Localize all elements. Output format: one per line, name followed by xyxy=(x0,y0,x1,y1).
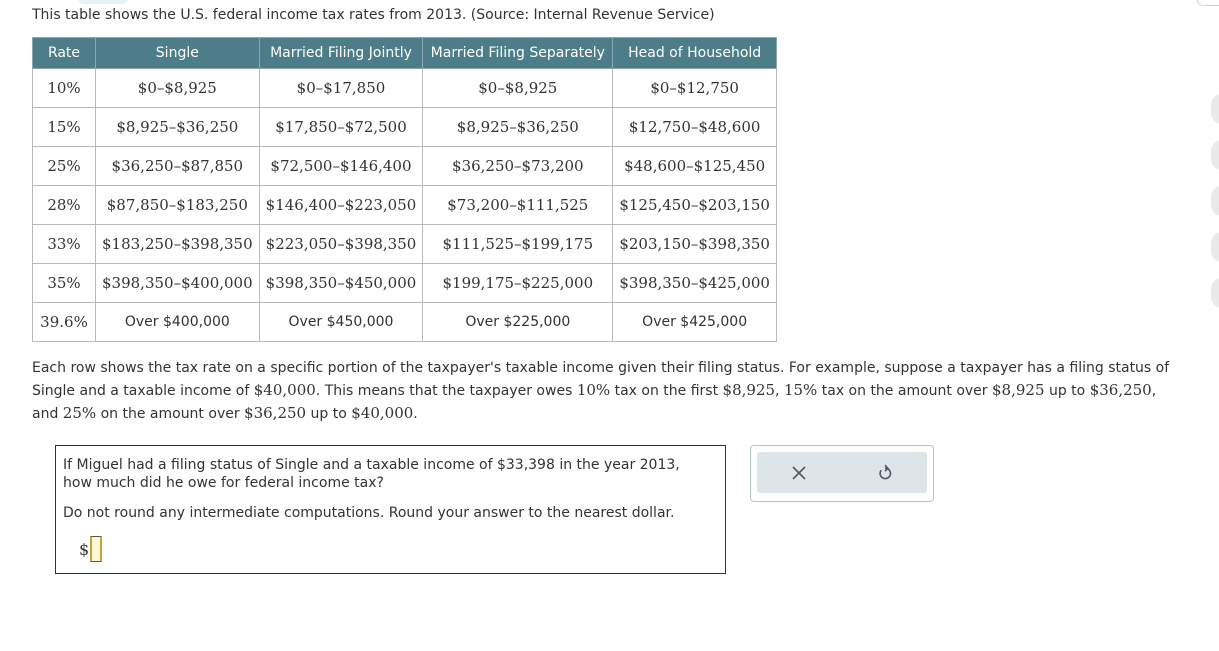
separately-cell: $111,525–$199,175 xyxy=(423,225,613,264)
single-cell: $0–$8,925 xyxy=(96,69,260,108)
close-icon xyxy=(792,466,806,480)
explanation-text: tax on the amount over xyxy=(817,383,993,399)
currency-symbol: $ xyxy=(79,539,90,559)
tax-rate-table xyxy=(32,37,777,342)
rate-cell: 35% xyxy=(33,264,96,303)
question-text: If Miguel had a filing status of Single and a taxable income of $33,398 in the year 2013, how much did he owe for federal income tax? xyxy=(63,457,680,491)
undo-icon xyxy=(877,464,893,482)
single-cell: $87,850–$183,250 xyxy=(96,186,260,225)
jointly-cell: $72,500–$146,400 xyxy=(259,147,423,186)
table-row xyxy=(33,225,777,264)
explanation-text: up to xyxy=(1044,383,1090,399)
table-row xyxy=(33,147,777,186)
explanation-text: . This means that the taxpayer owes xyxy=(315,383,577,399)
clear-button[interactable] xyxy=(769,452,829,493)
explanation-text: . xyxy=(413,406,418,422)
rate-cell: 25% xyxy=(33,147,96,186)
jointly-cell: Over $450,000 xyxy=(259,303,423,342)
rate-cell: 39.6% xyxy=(33,303,96,342)
answer-tools-bar xyxy=(757,452,927,493)
answer-row xyxy=(79,535,102,563)
top-tab-fragment xyxy=(78,0,128,4)
household-cell: $203,150–$398,350 xyxy=(613,225,777,264)
side-nav-dot[interactable] xyxy=(1211,94,1219,124)
table-row xyxy=(33,303,777,342)
rate-cell: 15% xyxy=(33,108,96,147)
household-cell: $0–$12,750 xyxy=(613,69,777,108)
explanation-text: tax on the first xyxy=(610,383,723,399)
table-header-row xyxy=(33,38,777,69)
question-box xyxy=(55,445,726,574)
separately-cell: $36,250–$73,200 xyxy=(423,147,613,186)
jointly-cell: $146,400–$223,050 xyxy=(259,186,423,225)
household-cell: $398,350–$425,000 xyxy=(613,264,777,303)
single-cell: $183,250–$398,350 xyxy=(96,225,260,264)
header-married-separately: Married Filing Separately xyxy=(423,38,613,69)
header-married-jointly: Married Filing Jointly xyxy=(259,38,423,69)
math-value: $8,925 xyxy=(722,381,776,399)
math-value: 25% xyxy=(62,404,97,422)
header-single: Single xyxy=(96,38,260,69)
math-value: $36,250 xyxy=(1089,381,1152,399)
header-head-of-household: Head of Household xyxy=(613,38,777,69)
explanation-text: , and xyxy=(32,383,1157,422)
separately-cell: $0–$8,925 xyxy=(423,69,613,108)
rate-cell: 10% xyxy=(33,69,96,108)
household-cell: $12,750–$48,600 xyxy=(613,108,777,147)
math-value: 15% xyxy=(783,381,818,399)
answer-tools xyxy=(750,445,934,502)
rate-cell: 33% xyxy=(33,225,96,264)
right-edge-tab[interactable] xyxy=(1196,0,1219,6)
jointly-cell: $223,050–$398,350 xyxy=(259,225,423,264)
single-cell: Over $400,000 xyxy=(96,303,260,342)
explanation-text: Each row shows the tax rate on a specific portion of the taxpayer's taxable income given their filing status. For example, suppose a taxpayer has a filing status of Single and a taxable income of xyxy=(32,360,1170,399)
explanation-text: on the amount over xyxy=(96,406,245,422)
side-nav-dot[interactable] xyxy=(1211,232,1219,262)
math-value: $8,925 xyxy=(992,381,1045,399)
answer-input[interactable] xyxy=(90,536,102,562)
side-nav-dot[interactable] xyxy=(1211,140,1219,170)
undo-button[interactable] xyxy=(855,452,915,493)
math-value: $40,000 xyxy=(351,404,414,422)
header-rate: Rate xyxy=(33,38,96,69)
separately-cell: Over $225,000 xyxy=(423,303,613,342)
jointly-cell: $398,350–$450,000 xyxy=(259,264,423,303)
household-cell: $125,450–$203,150 xyxy=(613,186,777,225)
separately-cell: $199,175–$225,000 xyxy=(423,264,613,303)
rounding-instruction: Do not round any intermediate computations. Round your answer to the nearest dollar. xyxy=(63,505,675,521)
separately-cell: $73,200–$111,525 xyxy=(423,186,613,225)
household-cell: $48,600–$125,450 xyxy=(613,147,777,186)
single-cell: $398,350–$400,000 xyxy=(96,264,260,303)
jointly-cell: $17,850–$72,500 xyxy=(259,108,423,147)
explanation-text: up to xyxy=(306,406,352,422)
table-row xyxy=(33,264,777,303)
explanation-text: , xyxy=(775,383,784,399)
intro-text: This table shows the U.S. federal income tax rates from 2013. (Source: Internal Revenue Service) xyxy=(32,7,715,23)
household-cell: Over $425,000 xyxy=(613,303,777,342)
single-cell: $8,925–$36,250 xyxy=(96,108,260,147)
math-value: $36,250 xyxy=(244,404,307,422)
math-value: $40,000 xyxy=(253,381,316,399)
single-cell: $36,250–$87,850 xyxy=(96,147,260,186)
math-value: 10% xyxy=(576,381,611,399)
explanation-paragraph xyxy=(32,357,1172,425)
side-nav-dot[interactable] xyxy=(1211,278,1219,308)
table-row xyxy=(33,108,777,147)
rate-cell: 28% xyxy=(33,186,96,225)
jointly-cell: $0–$17,850 xyxy=(259,69,423,108)
side-nav-dot[interactable] xyxy=(1211,186,1219,216)
separately-cell: $8,925–$36,250 xyxy=(423,108,613,147)
table-row xyxy=(33,186,777,225)
table-row xyxy=(33,69,777,108)
